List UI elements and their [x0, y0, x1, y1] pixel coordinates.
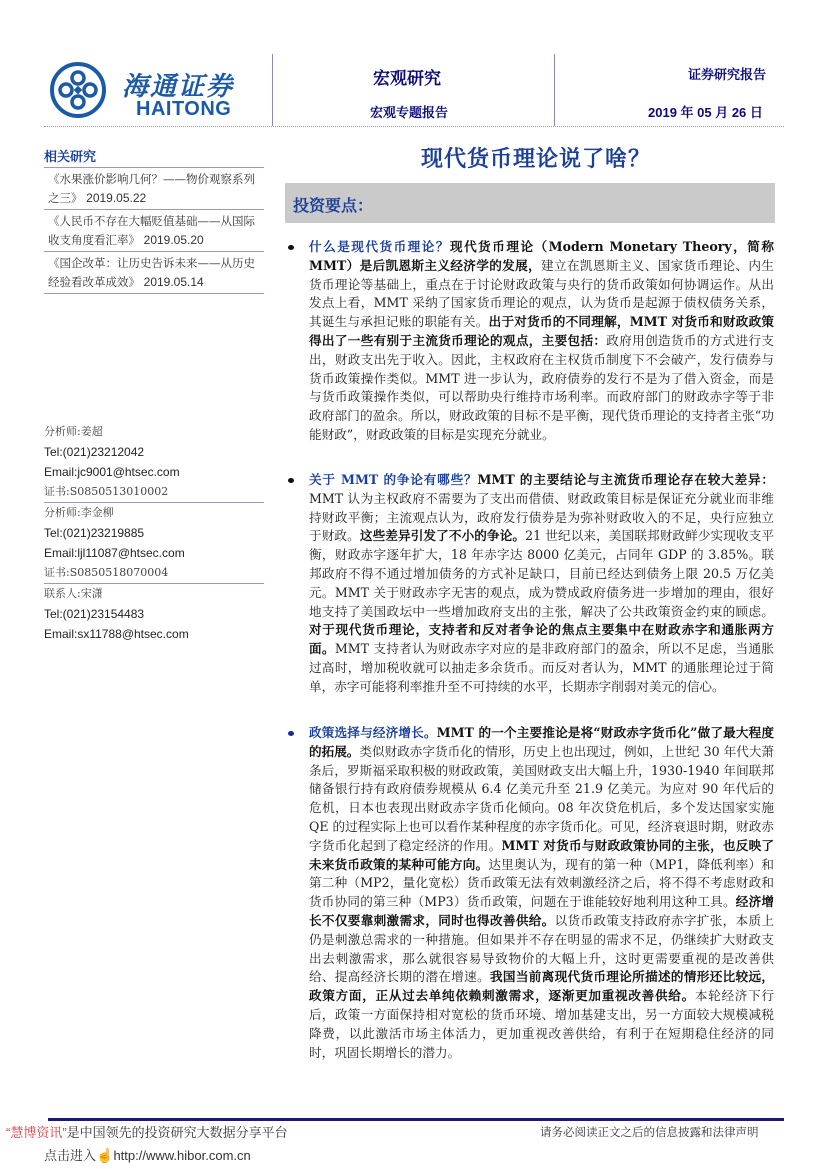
- report-subcategory: 宏观专题报告: [370, 106, 449, 121]
- logo-english-name: HAITONG: [136, 98, 232, 120]
- key-points-header: [285, 183, 775, 223]
- hand-pointer-icon: ☝: [96, 1147, 114, 1163]
- header-divider: [272, 54, 273, 126]
- key-point-question: 什么是现代货币理论？: [309, 239, 450, 254]
- analyst-tel: Tel:(021)23219885: [44, 526, 145, 540]
- haitong-logo: [50, 62, 250, 128]
- key-point-1: 什么是现代货币理论？现代货币理论（Modern Monetary Theory，简称MMT）是后凯恩斯主义经济学的发展，建立在凯恩斯主义、国家货币理论、内生货币理论等基础上，重点在于讨论财政政策与央行的货币政策如何协调运作。从出发点上看，MMT 采纳了国家货币理论的观点，认为货币是起源于债权债务关系，其诞生与承担记账的职能有关。出于对货币的不同理解，MMT 对货币和财政政策得出了一些有别于主流货币理论的观点，主要包括：政府用创造货币的方式进行支出，财政支出先于收入。因此，主权政府在主权货币制度下不会破产，发行债券与货币政策操作类似。MMT 进一步认为，政府债券的发行不是为了借入资金，而是与货币政策操作类似，可以帮助央行维持市场利率。而政府部门的财政赤字等于非政府部门的盈余。所以，财政政策的目标不是平衡，现代货币理论的支持者主张“功能财政”，财政政策的目标是实现充分就业。: [288, 238, 774, 445]
- footer-brand: “慧博资讯”: [6, 1125, 67, 1140]
- bullet-icon: [288, 478, 294, 483]
- report-type: 证券研究报告: [688, 68, 767, 83]
- contact-name: 联系人:宋潇: [44, 587, 103, 600]
- logo-chinese-name: 海通证券: [122, 72, 235, 102]
- key-points-label: 投资要点：: [293, 196, 374, 215]
- related-item[interactable]: 《国企改革：让历史告诉未来——从历史经验看改革成效》 2019.05.14: [44, 252, 264, 294]
- report-category: 宏观研究: [373, 69, 441, 89]
- analyst-cert: 证书:S0850513010002: [44, 482, 264, 503]
- key-point-question: 关于 MMT 的争论有哪些？: [309, 472, 478, 487]
- footer-rule: [48, 1118, 784, 1121]
- related-research: [44, 146, 264, 294]
- footer-promo: “慧博资讯”是中国领先的投资研究大数据分享平台: [6, 1125, 288, 1140]
- report-title: 现代货币理论说了啥？: [420, 146, 651, 172]
- key-point-3: 政策选择与经济增长。MMT 的一个主要推论是将“财政赤字货币化”做了最大程度的拓展。类似财政赤字货币化的情形，历史上也出现过，例如，上世纪 30 年代大萧条后，罗斯福采取积极的财政政策，美国财政支出大幅上升，1930-1940 年间联邦储备银行持有政府债券规模从 6.4 亿美元升至 21.9 亿美元。为应对 90 年代后的危机，日本也表现出财政赤字货币化倾向。08 年次贷危机后，多个发达国家实施 QE 的过程实际上也可以看作某种程度的赤字货币化。可见，经济衰退时期，财政赤字货币化起到了稳定经济的作用。MMT 对货币与财政政策协同的主张，也反映了未来货币政策的某种可能方向。达里奥认为，现有的第一种（MP1，降低利率）和第二种（MP2，量化宽松）货币政策无法有效刺激经济之后，将不得不考虑财政和货币协同的第三种（MP3）货币政策，问题在于谁能较好地利用这种工具。经济增长不仅要靠刺激需求，同时也得改善供给。以货币政策支持政府赤字扩张，本质上仍是刺激总需求的一种措施。但如果并不存在明显的需求不足，仍继续扩大财政支出去刺激需求，那么就很容易导致物价的大幅上升，这时更需要重视的是改善供给、提高经济长期的潜在增速。我国当前离现代货币理论所描述的情形还比较远，政策方面，正从过去单纯依赖刺激需求，逐渐更加重视改善供给。本轮经济下行后，政策一方面保持相对宽松的货币环境、增加基建支出，另一方面较大规模减税降费，以此激活市场主体活力，更加重视改善供给，有利于在短期稳住经济的同时，巩固长期增长的潜力。: [288, 724, 774, 1062]
- header-divider: [554, 54, 555, 126]
- header-rule: [44, 126, 784, 127]
- haitong-logo-icon: [50, 62, 106, 118]
- footer-url[interactable]: http://www.hibor.com.cn: [113, 1148, 251, 1163]
- related-item[interactable]: 《人民币不存在大幅贬值基础——从国际收支角度看汇率》 2019.05.20: [44, 210, 264, 252]
- analyst-name: 分析师:李金柳: [44, 506, 114, 519]
- contacts: [44, 422, 264, 644]
- footer-link[interactable]: 点击进入☝http://www.hibor.com.cn: [44, 1147, 251, 1163]
- analyst-name: 分析师:姜超: [44, 425, 103, 438]
- bullet-icon: [288, 731, 294, 736]
- analyst-email[interactable]: Email:ljl11087@htsec.com: [44, 546, 185, 560]
- footer-disclaimer[interactable]: 请务必阅读正文之后的信息披露和法律声明: [540, 1125, 759, 1139]
- key-point-2: 关于 MMT 的争论有哪些？MMT 的主要结论与主流货币理论存在较大差异：MMT 认为主权政府不需要为了支出而借债、财政政策目标是保证充分就业而非维持财政平衡；主流观点认为，政府发行债券是为弥补财政收入的不足，央行应独立于财政。这些差异引发了不小的争论。21 世纪以来，美国联邦财政鲜少实现收支平衡，财政赤字逐年扩大，18 年赤字达 8000 亿美元，占同年 GDP 的 3.85%。联邦政府不得不通过增加债务的方式补足缺口，目前已经达到债务上限 20.5 万亿美元。MMT 关于财政赤字无害的观点，成为赞成政府债务进一步增加的理由，很好地支持了美国政坛中一些增加政府支出的主张，解决了公共政策资金约束的顾虑。对于现代货币理论，支持者和反对者争论的焦点主要集中在财政赤字和通胀两方面。MMT 支持者认为财政赤字对应的是非政府部门的盈余，所以不足虑，当通胀过高时，增加税收就可以抽走多余货币。而反对者认为，MMT 的通胀理论过于简单，赤字可能将利率推升至不可持续的水平，长期赤字削弱对美元的信心。: [288, 471, 774, 697]
- related-item[interactable]: 《水果涨价影响几何？——物价观察系列之三》 2019.05.22: [44, 168, 264, 210]
- contact-tel: Tel:(021)23154483: [44, 607, 145, 621]
- analyst-email[interactable]: Email:jc9001@htsec.com: [44, 465, 180, 479]
- key-point-question: 政策选择与经济增长。: [309, 725, 437, 740]
- analyst-tel: Tel:(021)23212042: [44, 445, 145, 459]
- related-research-title: 相关研究: [44, 146, 264, 168]
- analyst-cert: 证书:S0850518070004: [44, 563, 264, 584]
- bullet-icon: [288, 245, 294, 250]
- report-date: 2019 年 05 月 26 日: [648, 105, 763, 120]
- contact-email[interactable]: Email:sx11788@htsec.com: [44, 627, 189, 641]
